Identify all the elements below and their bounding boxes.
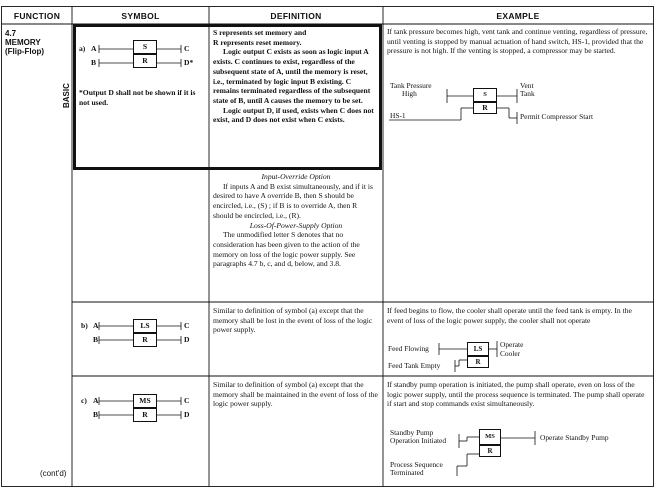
definition-a-line1: S represents set memory and (213, 28, 307, 37)
example-b-output1b: Cooler (500, 349, 521, 358)
symbol-c-output-c: C (184, 396, 190, 405)
symbol-b-r-box: R (133, 333, 157, 347)
example-a-paragraph: If tank pressure becomes high, vent tank and continue venting, regardless of pressure, until venting is stopped by manual actuation of hand switch, HS-1, provided that the pressure is not high. If the venting is stopped, a compressor may be started. (387, 27, 648, 56)
symbol-a-s-box: S (133, 40, 157, 54)
symbol-a-output-c: C (184, 44, 190, 53)
power-para: The unmodified letter S denotes that no consideration has been given to the action of the memory on loss of the logic power supply. See paragraphs 4.7 b, c, and d, below, and 3.8. (213, 230, 360, 269)
example-c-input2b: Terminated (390, 468, 424, 477)
example-b-input1: Feed Flowing (388, 344, 429, 353)
override-title: Input-Override Option (261, 172, 331, 181)
symbol-b-input-a: A (93, 321, 99, 330)
example-a-r-box: R (473, 102, 497, 114)
example-a-text (387, 27, 649, 56)
example-c-input2a: Process Sequence (390, 460, 443, 469)
definition-a-para2: Logic output D, if used, exists when C does not exist, and D does not exist when C exists. (213, 105, 374, 125)
definition-c: Similar to definition of symbol (a) except that the memory shall be maintained in the event of loss of the logic power supply. (213, 380, 378, 409)
function-number: 4.7 (5, 29, 17, 38)
example-a-input1a: Tank Pressure (390, 81, 432, 90)
symbol-a-note: *Output D shall not be shown if it is not used. (79, 88, 196, 107)
symbol-a-r-box: R (133, 54, 157, 68)
symbol-c-output-d: D (184, 410, 190, 419)
definition-b: Similar to definition of symbol (a) except that the memory shall be lost in the event of loss of the logic power supply. (213, 306, 373, 335)
symbol-b-output-d: D (184, 335, 190, 344)
override-para: If inputs A and B exist simultaneously, and if it is desired to have A override B, then S should be encircled, i.e., (S) ; if B is to override A, then R should be encircled, i.e., (R). (213, 181, 373, 220)
contd-label: (cont'd) (40, 469, 67, 478)
symbol-a-tag: a) (79, 44, 86, 53)
symbol-c-tag: c) (81, 396, 87, 405)
example-b-ls-box: LS (467, 342, 489, 356)
example-c-output1: Operate Standby Pump (540, 433, 609, 442)
example-a-output1b: Tank (520, 89, 535, 98)
example-a-output1a: Vent (520, 81, 534, 90)
symbol-c-input-b: B (93, 410, 99, 419)
example-a-output2: Permit Compressor Start (520, 112, 594, 121)
header-function: FUNCTION (13, 11, 61, 21)
header-example: EXAMPLE (496, 11, 540, 21)
example-c-input1b: Operation Initiated (390, 436, 447, 445)
symbol-a-input-b: B (91, 58, 97, 67)
symbol-a-output-d: D* (184, 58, 194, 67)
example-c-r-box: R (479, 445, 501, 457)
definition-a (213, 28, 377, 125)
function-name: MEMORY (5, 38, 41, 47)
example-a-input1b: High (402, 89, 417, 98)
symbol-b-ls-box: LS (133, 319, 157, 333)
definition-a-para1: Logic output C exists as soon as logic input A exists. C continues to exist, regardless of the subsequent state of A, until the memory is reset, i.e., terminated by logic input B existing. C remains terminated regardless of the subsequent state of B, until A causes the memory to be set. (213, 47, 371, 105)
example-a-s-box: S (473, 88, 497, 102)
header-symbol: SYMBOL (121, 11, 160, 21)
symbol-b-input-b: B (93, 335, 99, 344)
example-c-ms-box: MS (479, 429, 501, 445)
symbol-b-output-c: C (184, 321, 190, 330)
example-a-input2: HS-1 (390, 111, 406, 120)
example-b-output1a: Operate (500, 340, 524, 349)
power-title: Loss-Of-Power-Supply Option (249, 220, 343, 230)
definition-a-line2: R represents reset memory. (213, 37, 302, 47)
example-b-r-box: R (467, 356, 489, 368)
function-sub: (Flip-Flop) (5, 47, 45, 56)
example-c-text: If standby pump operation is initiated, the pump shall operate, even on loss of the logic power supply, until the process sequence is terminated. The pump shall operate if start and stop commands exist simultaneously. (387, 380, 645, 409)
example-c-input1a: Standby Pump (390, 428, 434, 437)
symbol-c-input-a: A (93, 396, 99, 405)
example-b-text: If feed begins to flow, the cooler shall operate until the feed tank is empty. In the event of loss of the logic power supply, the cooler shall not operate (387, 306, 632, 325)
basic-label: BASIC (62, 83, 71, 108)
symbol-a-input-a: A (91, 44, 97, 53)
header-definition: DEFINITION (270, 11, 322, 21)
symbol-b-tag: b) (81, 321, 88, 330)
symbol-c-ms-box: MS (133, 394, 157, 408)
symbol-c-r-box: R (133, 408, 157, 422)
example-b-input2: Feed Tank Empty (388, 361, 441, 370)
definition-options (213, 172, 379, 269)
